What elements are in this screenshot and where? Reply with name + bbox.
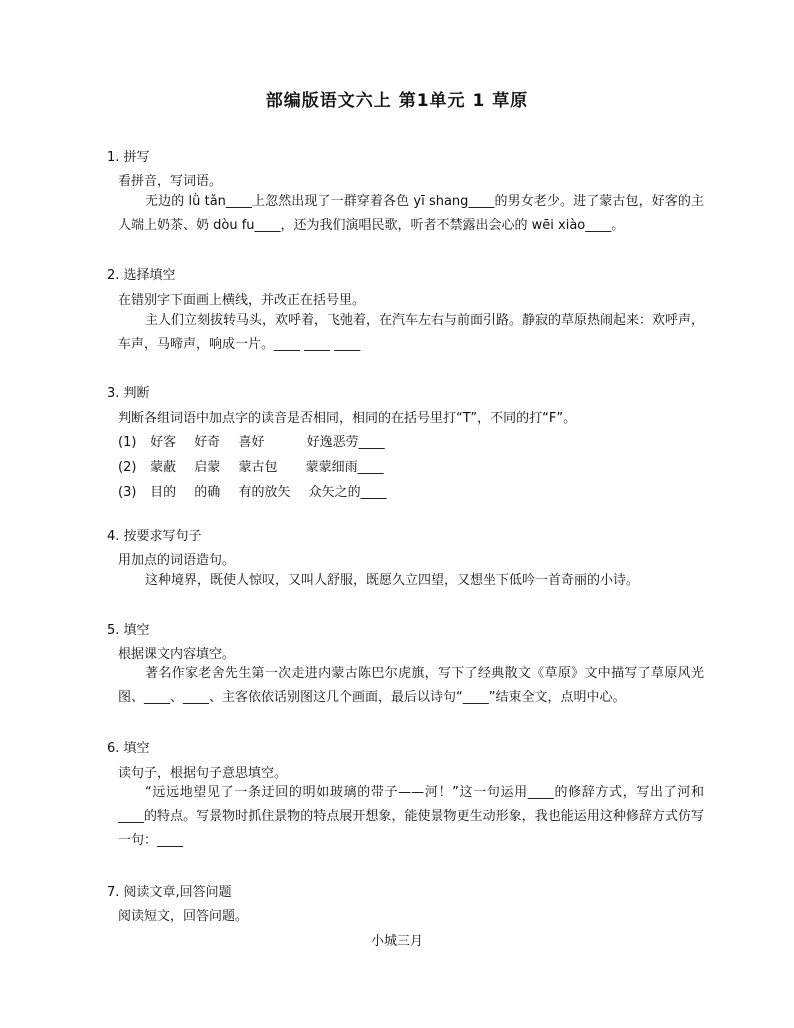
question-7-header: 7. 阅读文章,回答问题	[107, 885, 232, 900]
option-word: 蒙古包	[238, 460, 278, 475]
option-number: (3)	[118, 485, 137, 500]
question-6-instruction: 读句子，根据句子意思填空。	[118, 766, 288, 781]
question-3-option-3	[118, 481, 401, 500]
option-word: 众矢之的____	[308, 485, 387, 500]
question-7-instruction: 阅读短文，回答问题。	[118, 909, 249, 924]
option-word: 有的放矢	[238, 485, 291, 500]
question-5-header: 5. 填空	[107, 623, 150, 638]
question-2-instruction: 在错别字下面画上横线，并改正在括号里。	[118, 293, 366, 308]
option-word: 好客	[150, 435, 177, 450]
option-word: 的确	[194, 485, 221, 500]
option-word: 目的	[150, 485, 177, 500]
question-5-instruction: 根据课文内容填空。	[118, 647, 236, 662]
question-3-instruction: 判断各组词语中加点字的读音是否相同，相同的在括号里打“T”，不同的打“F”。	[118, 411, 577, 426]
option-word: 好奇	[194, 435, 221, 450]
story-title: 小城三月	[370, 934, 423, 949]
question-4-header: 4. 按要求写句子	[107, 529, 202, 544]
question-2-header: 2. 选择填空	[107, 268, 176, 283]
question-1-instruction: 看拼音，写词语。	[118, 174, 223, 189]
question-3-option-1	[118, 431, 399, 450]
option-word: 蒙蒙细雨____	[305, 460, 384, 475]
question-3-option-2	[118, 456, 398, 475]
question-4-passage: 这种境界，既使人惊叹，又叫人舒服，既愿久立四望，又想坐下低吟一首奇丽的小诗。	[145, 573, 640, 588]
question-3-header: 3. 判断	[107, 386, 150, 401]
question-1-header: 1. 拼写	[107, 150, 150, 165]
option-number: (1)	[118, 435, 137, 450]
option-word: 喜好	[238, 435, 265, 450]
question-5-passage: 著名作家老舍先生第一次走进内蒙古陈巴尔虎旗，写下了经典散文《草原》文中描写了草原风光图、____、____、主客依依话别图这几个画面，最后以诗句“____”结束全文，点明中心。	[118, 666, 704, 705]
question-6-header: 6. 填空	[107, 741, 150, 756]
question-6-passage: “远远地望见了一条迂回的明如玻璃的带子——河！”这一句运用____的修辞方式，写出了河和____的特点。写景物时抓住景物的特点展开想象，能使景物更生动形象，我也能运用这种修辞方式仿写一句：____	[118, 785, 704, 848]
option-word: 启蒙	[194, 460, 221, 475]
page-title: 部编版语文六上 第1单元 1 草原	[265, 91, 529, 111]
option-word: 好逸恶劳____	[306, 435, 385, 450]
question-4-instruction: 用加点的词语造句。	[118, 553, 236, 568]
question-1-passage: 无边的 lǜ tǎn____上忽然出现了一群穿着各色 yī shang____的男女老少。进了蒙古包，好客的主人端上奶茶、奶 dòu fu____，还为我们演唱民歌，听者不禁露出会心的 wēi xiào____。	[118, 194, 704, 233]
option-number: (2)	[118, 460, 137, 475]
question-2-passage: 主人们立刻拔转马头，欢呼着，飞弛着，在汽车左右与前面引路。静寂的草原热闹起来：欢呼声，车声，马啼声，响成一片。____ ____ ____	[118, 313, 705, 352]
option-word: 蒙蔽	[150, 460, 177, 475]
